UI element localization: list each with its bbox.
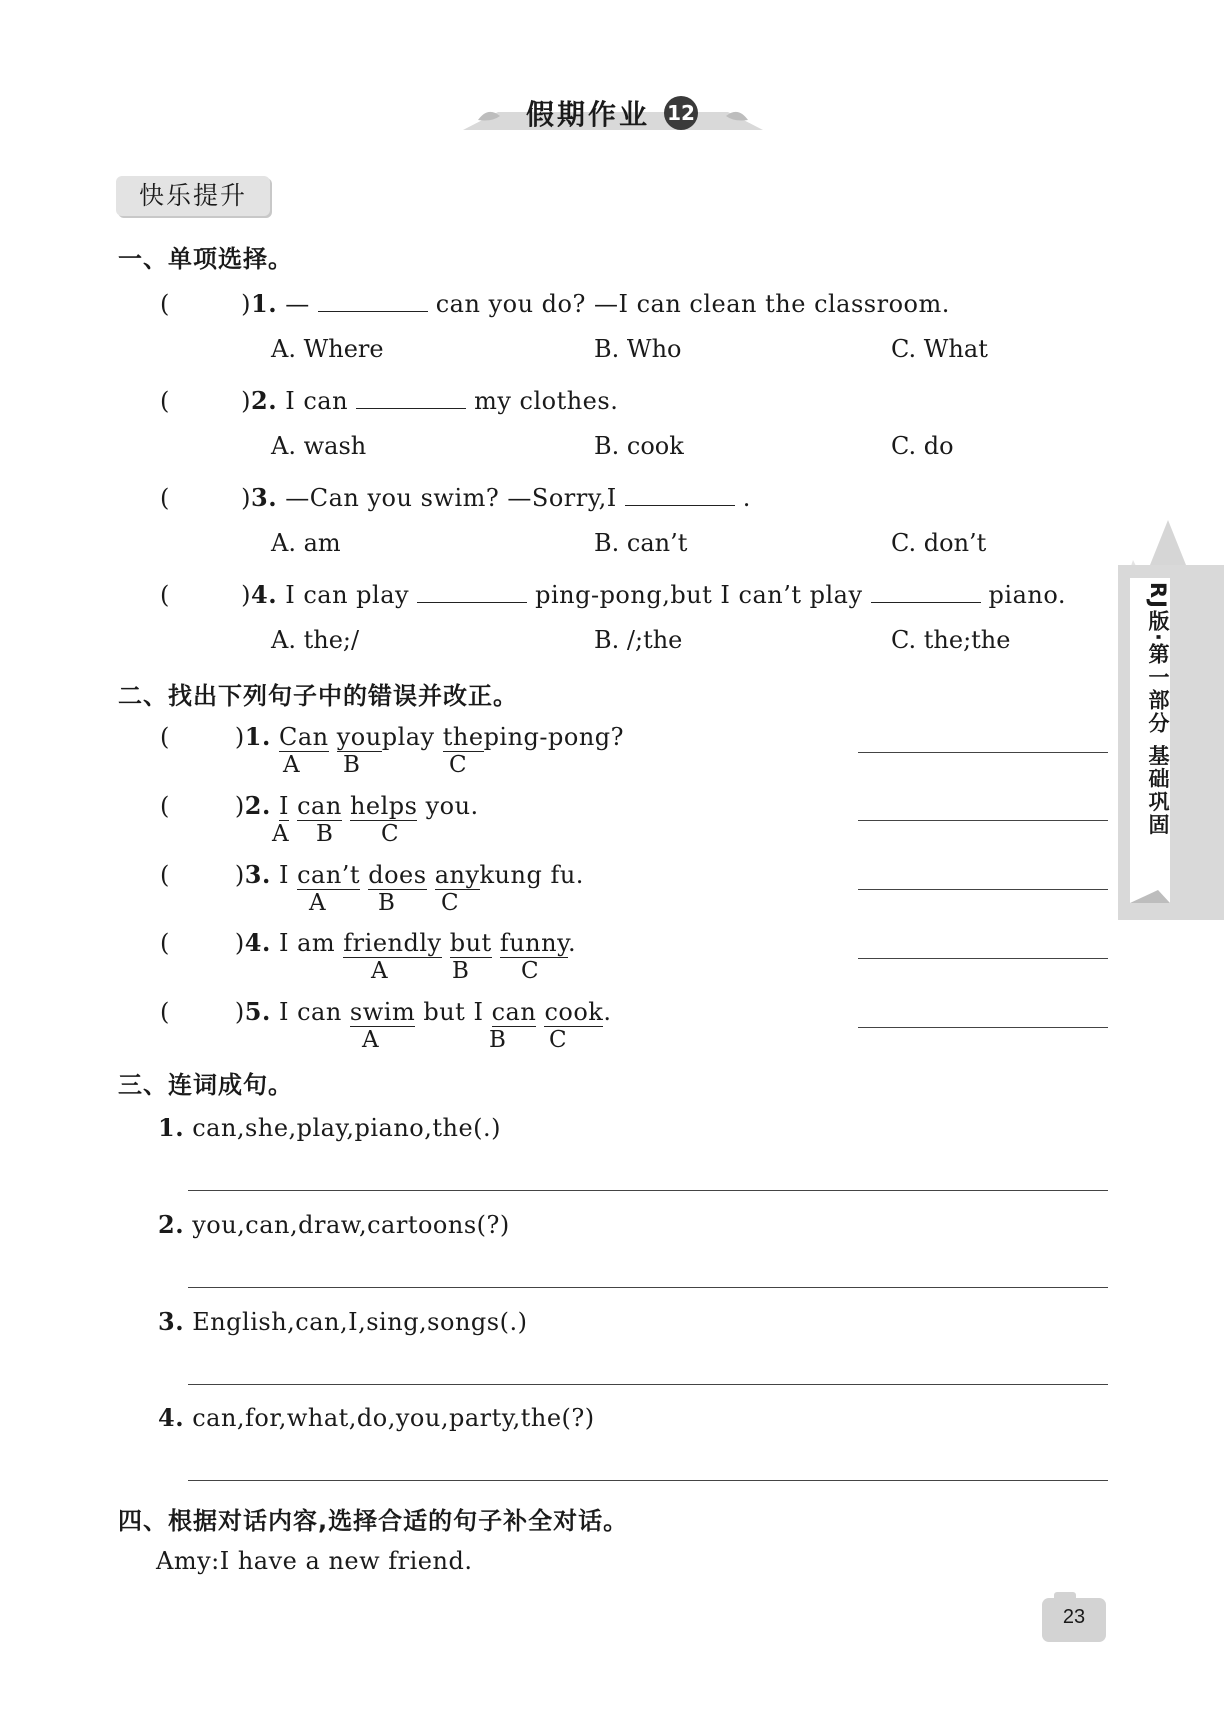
p2-item5-word-a: swim <box>349 998 416 1026</box>
p2-item2-letter-b: B <box>316 821 333 847</box>
p3-item2-number: 2. <box>158 1210 185 1239</box>
p1-q4-option-b: B. /;the <box>594 626 683 654</box>
p2-item1-letter-b: B <box>343 752 360 778</box>
p1-q1-blank[interactable] <box>318 287 428 312</box>
page-number: 23 <box>1062 1606 1086 1628</box>
p1-q4-post: piano. <box>988 581 1067 609</box>
title-number-badge <box>664 96 698 130</box>
p1-q4-option-a: A. the;/ <box>271 626 360 654</box>
p2-item3-word-c: any <box>434 861 480 889</box>
p2-item3-letter-a: A <box>309 890 326 916</box>
p3-item1-text: can,she,play,piano,the(.) <box>192 1114 502 1142</box>
p1-q4-blank-1[interactable] <box>417 578 527 603</box>
p2-item2-line: ( )2. I can helps you. <box>160 791 479 820</box>
p1-q4-mid: ping-pong,but I can’t play <box>535 581 863 609</box>
p3-item2-answer-line[interactable] <box>188 1287 1108 1288</box>
p1-q3-number: 3. <box>251 483 278 512</box>
p1-q3-line <box>160 481 751 512</box>
p1-q1-option-b: B. Who <box>594 335 682 363</box>
p2-item2-letter-c: C <box>381 821 399 847</box>
p1-q4-line <box>160 578 1066 609</box>
p1-q2-option-a: A. wash <box>271 432 367 460</box>
p2-item2-number: 2. <box>244 791 271 820</box>
p2-item3-word-a: can’t <box>297 861 361 889</box>
p1-q1-option-c: C. What <box>891 335 988 363</box>
p1-q1-option-a: A. Where <box>271 335 384 363</box>
p1-q4-option-c: C. the;the <box>891 626 1011 654</box>
p3-item1-number: 1. <box>158 1113 185 1142</box>
p2-item1-word-c: the <box>442 723 484 751</box>
p1-q4-close-paren: ) <box>241 581 252 609</box>
p2-item2-word-a: I <box>278 792 289 820</box>
p1-q1-post: can you do? —I can clean the classroom. <box>435 290 950 318</box>
p2-item1-line: ( )1. Can youplay theping-pong? <box>160 722 625 751</box>
p2-item5-letter-a: A <box>362 1027 379 1053</box>
p3-item4-text: can,for,what,do,you,party,the(?) <box>192 1404 595 1432</box>
p1-q1-line <box>160 287 950 318</box>
p3-item4-number: 4. <box>158 1403 185 1432</box>
p2-item3-number: 3. <box>244 860 271 889</box>
p1-q4-pre: I can play <box>285 581 410 609</box>
p2-item2-word-b: can <box>297 792 342 820</box>
p4-dialogue-line-1: Amy:I have a new friend. <box>156 1547 473 1575</box>
p2-item4-answer-line[interactable] <box>858 958 1108 959</box>
p1-q2-blank[interactable] <box>356 384 466 409</box>
p2-item5-line: ( )5. I can swim but I can cook. <box>160 997 612 1026</box>
p1-q3-close-paren: ) <box>241 484 252 512</box>
p2-item1-answer-line[interactable] <box>858 752 1108 753</box>
p1-q3-blank[interactable] <box>625 481 735 506</box>
p2-item4-letter-b: B <box>452 958 469 984</box>
p2-item5-plain-2: but I <box>423 998 484 1026</box>
p1-q1-pre: — <box>285 290 310 318</box>
p2-item4-word-b: but <box>449 929 492 957</box>
p1-q2-option-b: B. cook <box>594 432 684 460</box>
p2-item2-plain: you. <box>425 792 479 820</box>
p2-item4-line: ( )4. I am friendly but funny. <box>160 928 577 957</box>
p1-q3-pre: —Can you swim? —Sorry,I <box>285 484 617 512</box>
p2-item5-answer-line[interactable] <box>858 1027 1108 1028</box>
side-tab-label: RJ版·第一部分 基础巩固 <box>1146 582 1170 837</box>
p2-item3-word-b: does <box>368 861 427 889</box>
part4-title: 四、根据对话内容,选择合适的句子补全对话。 <box>118 1507 629 1535</box>
p2-item4-plain-1: I am <box>278 929 336 957</box>
p2-item4-number: 4. <box>244 928 271 957</box>
p2-item5-number: 5. <box>244 997 271 1026</box>
p2-item2-letter-a: A <box>272 821 289 847</box>
p1-q2-number: 2. <box>251 386 278 415</box>
part1-title: 一、单项选择。 <box>118 245 293 273</box>
p1-q2-option-c: C. do <box>891 432 954 460</box>
p1-q4-blank-2[interactable] <box>871 578 981 603</box>
p2-item1-number: 1. <box>244 722 271 751</box>
p1-q3-open-paren: ( <box>160 484 170 512</box>
p1-q3-post: . <box>742 484 751 512</box>
p2-item1-letter-a: A <box>283 752 300 778</box>
p1-q1-close-paren: ) <box>241 290 252 318</box>
p2-item4-letter-a: A <box>371 958 388 984</box>
p2-item2-answer-line[interactable] <box>858 820 1108 821</box>
p1-q4-open-paren: ( <box>160 581 170 609</box>
p2-item3-letter-b: B <box>378 890 395 916</box>
title-number: 12 <box>667 101 695 125</box>
p2-item4-word-c: funny <box>499 929 568 957</box>
p3-item3-answer-line[interactable] <box>188 1384 1108 1385</box>
p2-item4-letter-c: C <box>521 958 539 984</box>
p2-item1-plain-1: play <box>381 723 435 751</box>
part3-title: 三、连词成句。 <box>118 1071 293 1099</box>
p2-item4-word-a: friendly <box>343 929 442 957</box>
p1-q2-pre: I can <box>285 387 349 415</box>
p3-item4-answer-line[interactable] <box>188 1480 1108 1481</box>
p1-q3-option-c: C. don’t <box>891 529 987 557</box>
p1-q3-option-b: B. can’t <box>594 529 688 557</box>
p3-item2-text: you,can,draw,cartoons(?) <box>192 1211 510 1239</box>
p2-item5-word-c: cook <box>544 998 604 1026</box>
p2-item5-plain-1: I can <box>278 998 342 1026</box>
p2-item5-plain-3: . <box>603 998 612 1026</box>
p2-item2-word-c: helps <box>349 792 418 820</box>
p2-item1-word-a: Can <box>278 723 329 751</box>
p2-item4-plain-2: . <box>567 929 577 957</box>
p2-item1-plain-2: ping-pong? <box>483 723 625 751</box>
p3-item1-answer-line[interactable] <box>188 1190 1108 1191</box>
p2-item3-answer-line[interactable] <box>858 889 1108 890</box>
p1-q1-number: 1. <box>251 289 278 318</box>
p2-item3-letter-c: C <box>441 890 459 916</box>
p2-item3-plain-2: kung fu. <box>479 861 584 889</box>
p3-item3 <box>158 1307 527 1336</box>
page-title <box>526 93 650 133</box>
p1-q2-line <box>160 384 618 415</box>
p3-item1 <box>158 1113 501 1142</box>
p1-q2-open-paren: ( <box>160 387 170 415</box>
page-title-text: 假期作业 <box>526 98 651 131</box>
p2-item5-letter-c: C <box>549 1027 567 1053</box>
p2-item5-letter-b: B <box>489 1027 506 1053</box>
part2-title: 二、找出下列句子中的错误并改正。 <box>118 682 518 710</box>
p2-item1-letter-c: C <box>449 752 467 778</box>
p1-q2-post: my clothes. <box>474 387 619 415</box>
p2-item3-plain-1: I <box>278 861 289 889</box>
p3-item3-text: English,can,I,sing,songs(.) <box>192 1308 528 1336</box>
section-tag <box>116 176 270 216</box>
p2-item1-word-b: you <box>336 723 382 751</box>
p3-item3-number: 3. <box>158 1307 185 1336</box>
p3-item4 <box>158 1403 595 1432</box>
p1-q4-number: 4. <box>251 580 278 609</box>
section-tag-label: 快乐提升 <box>138 181 247 210</box>
p2-item5-word-b: can <box>491 998 537 1026</box>
p1-q1-open-paren: ( <box>160 290 170 318</box>
p1-q2-close-paren: ) <box>241 387 252 415</box>
p1-q3-option-a: A. am <box>271 529 341 557</box>
p3-item2 <box>158 1210 510 1239</box>
p2-item3-line: ( )3. I can’t does anykung fu. <box>160 860 584 889</box>
